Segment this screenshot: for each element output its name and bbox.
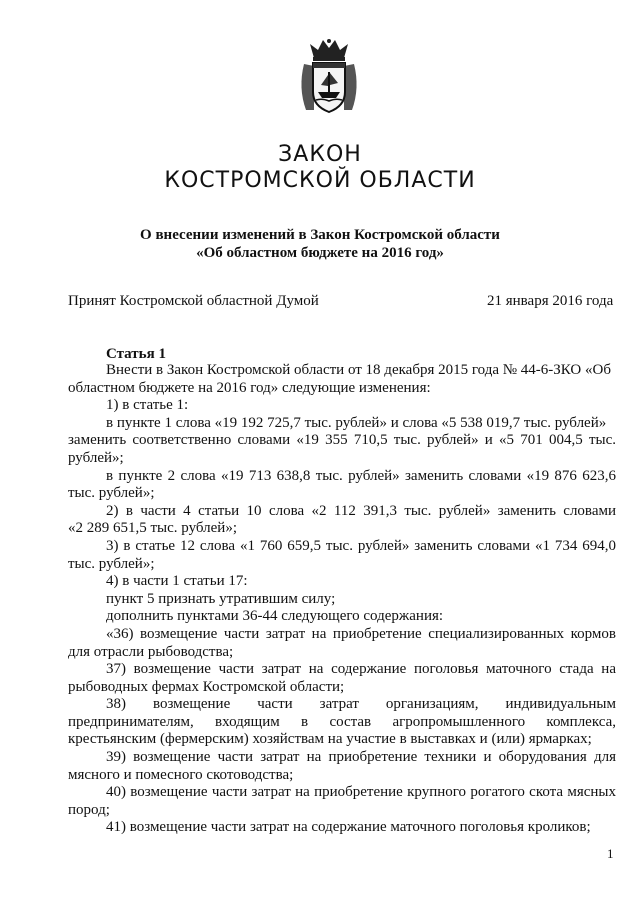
body-line: «36) возмещение части затрат на приобретение специализированных кормов: [106, 625, 616, 642]
body-line: 4) в части 1 статьи 17:: [106, 573, 248, 590]
body-line: крестьянским (фермерским) хозяйствам на участие в выставках и (или) ярмарках;: [68, 731, 592, 748]
article-title: Статья 1: [106, 346, 166, 362]
body-line: 37) возмещение части затрат на содержание поголовья маточного стада на: [106, 661, 616, 678]
body-line: 3) в статье 12 слова «1 760 659,5 тыс. рублей» заменить словами «1 734 694,0: [106, 537, 616, 554]
law-subtitle-line-1: О внесении изменений в Закон Костромской области: [140, 227, 500, 243]
body-line: дополнить пунктами 36-44 следующего содержания:: [106, 608, 444, 625]
law-subtitle-line-2: «Об областном бюджете на 2016 год»: [196, 245, 444, 261]
body-line: рублей»;: [68, 449, 124, 466]
body-line: пород;: [68, 801, 110, 818]
body-line: 2) в части 4 статьи 10 слова «2 112 391,3 тыс. рублей» заменить словами: [106, 502, 616, 519]
page-number: 1: [607, 846, 614, 861]
body-line: пункт 5 признать утратившим силу;: [106, 590, 336, 607]
body-line: тыс. рублей»;: [68, 555, 155, 572]
adopted-date: 21 января 2016 года: [487, 293, 614, 309]
body-line: в пункте 2 слова «19 713 638,8 тыс. рублей» заменить словами «19 876 623,6: [106, 467, 616, 484]
body-line: предпринимателям, входящим в состав агропромышленного комплекса,: [68, 713, 616, 730]
coat-of-arms-emblem: [296, 38, 362, 116]
body-line: рыбоводных фермах Костромской области;: [68, 678, 345, 695]
body-line: областном бюджете на 2016 год» следующие изменения:: [68, 379, 431, 396]
body-line: 38) возмещение части затрат организациям, индивидуальным: [106, 696, 616, 713]
adopted-by: Принят Костромской областной Думой: [68, 293, 319, 309]
body-line: тыс. рублей»;: [68, 485, 155, 502]
article-body: [68, 362, 616, 837]
body-line: мясного и помесного скотоводства;: [68, 766, 294, 783]
law-title-line-2: КОСТРОМСКОЙ ОБЛАСТИ: [164, 168, 476, 193]
body-line: заменить соответственно словами «19 355 710,5 тыс. рублей» и «5 701 004,5 тыс.: [68, 432, 616, 449]
body-line: 39) возмещение части затрат на приобретение техники и оборудования для: [106, 749, 616, 766]
body-line: 1) в статье 1:: [106, 397, 189, 414]
body-line: в пункте 1 слова «19 192 725,7 тыс. рублей» и слова «5 538 019,7 тыс. рублей»: [106, 414, 607, 431]
body-line: Внести в Закон Костромской области от 18 декабря 2015 года № 44-6-ЗКО «Об: [106, 362, 611, 378]
body-line: 40) возмещение части затрат на приобретение крупного рогатого скота мясных: [106, 784, 616, 801]
body-line: «2 289 651,5 тыс. рублей»;: [68, 520, 237, 537]
body-line: для отрасли рыбоводства;: [68, 643, 234, 660]
law-title-line-1: ЗАКОН: [278, 142, 362, 167]
body-line: 41) возмещение части затрат на содержание маточного поголовья кроликов;: [106, 819, 591, 836]
